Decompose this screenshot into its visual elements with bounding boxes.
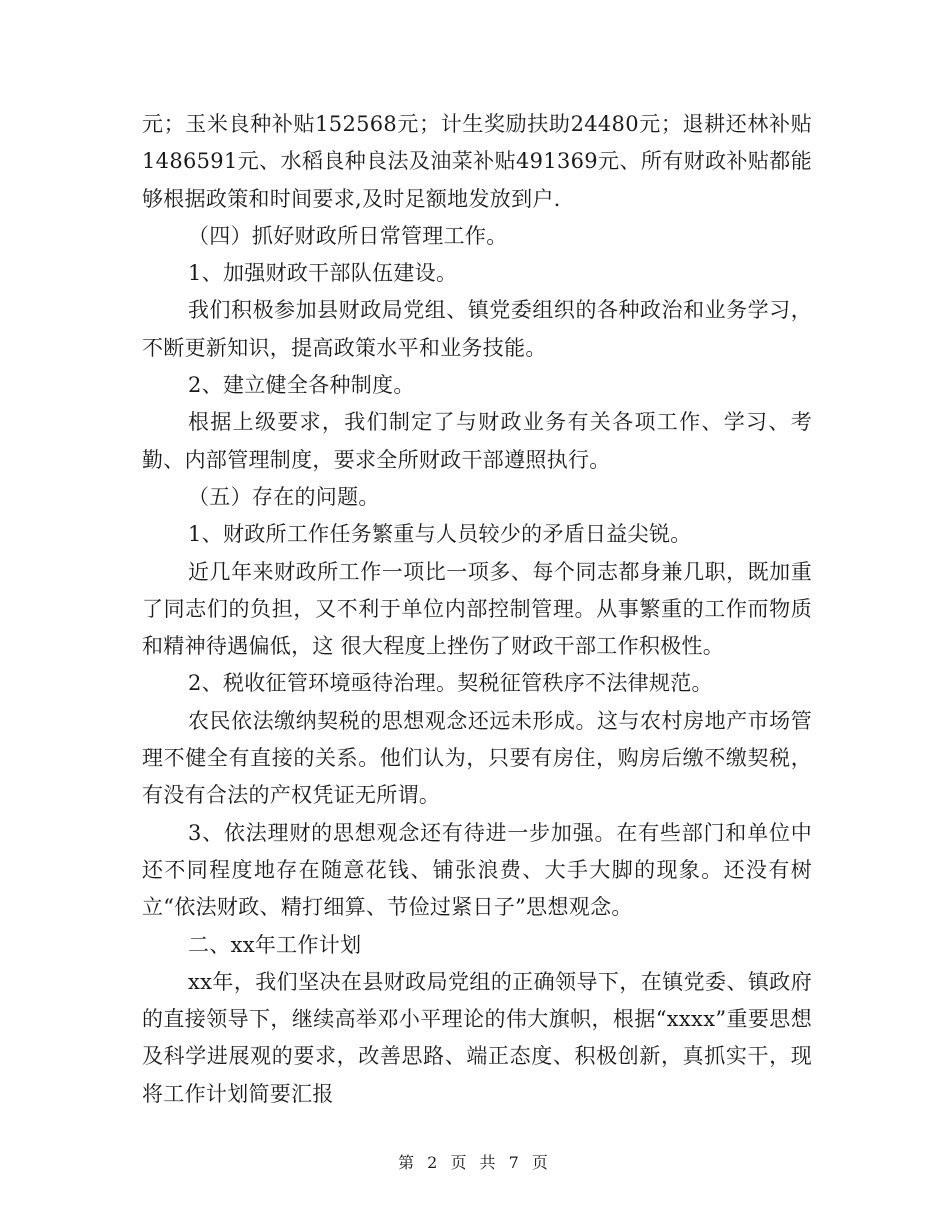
section-heading: （五）存在的问题。 [188, 484, 380, 509]
paragraph: 根据上级要求，我们制定了与财政业务有关各项工作、学习、考勤、内部管理制度，要求全所财政干部遵照执行。 [142, 410, 812, 472]
paragraph: 3、依法理财的思想观念还有待进一步加强。在有些部门和单位中还不同程度地存在随意花钱、铺张浪费、大手大脚的现象。还没有树立“依法财政、精打细算、节俭过紧日子”思想观念。 [142, 820, 812, 920]
subheading: 1、财政所工作任务繁重与人员较少的矛盾日益尖锐。 [188, 522, 692, 547]
subheading: 2、税收征管环境亟待治理。契税征管秩序不法律规范。 [188, 671, 713, 696]
paragraph: 农民依法缴纳契税的思想观念还远未形成。这与农村房地产市场管理不健全有直接的关系。他们认为，只要有房住，购房后缴不缴契税，有没有合法的产权凭证无所谓。 [142, 708, 812, 808]
paragraph: 我们积极参加县财政局党组、镇党委组织的各种政治和业务学习，不断更新知识，提高政策水平和业务技能。 [142, 298, 812, 360]
document-body [142, 106, 812, 1113]
page-number-footer: 第 2 页 共 7 页 [398, 1153, 552, 1172]
subheading: 1、加强财政干部队伍建设。 [188, 261, 458, 286]
paragraph: 近几年来财政所工作一项比一项多、每个同志都身兼几职，既加重了同志们的负担，又不利于单位内部控制管理。从事繁重的工作而物质和精神待遇偏低，这 很大程度上挫伤了财政干部工作积极性。 [142, 559, 812, 659]
section-heading: （四）抓好财政所日常管理工作。 [188, 223, 508, 248]
section-heading: 二、xx年工作计划 [188, 932, 362, 957]
subheading: 2、建立健全各种制度。 [188, 373, 415, 398]
paragraph-continued: 元；玉米良种补贴152568元；计生奖励扶助24480元；退耕还林补贴1486591元、水稻良种良法及油菜补贴491369元、所有财政补贴都能够根据政策和时间要求,及时足额地发放到户. [142, 112, 812, 211]
paragraph: xx年，我们坚决在县财政局党组的正确领导下，在镇党委、镇政府的直接领导下，继续高举邓小平理论的伟大旗帜，根据“xxxx”重要思想及科学进展观的要求，改善思路、端正态度、积极创新，真抓实干，现将工作计划简要汇报 [142, 969, 812, 1106]
